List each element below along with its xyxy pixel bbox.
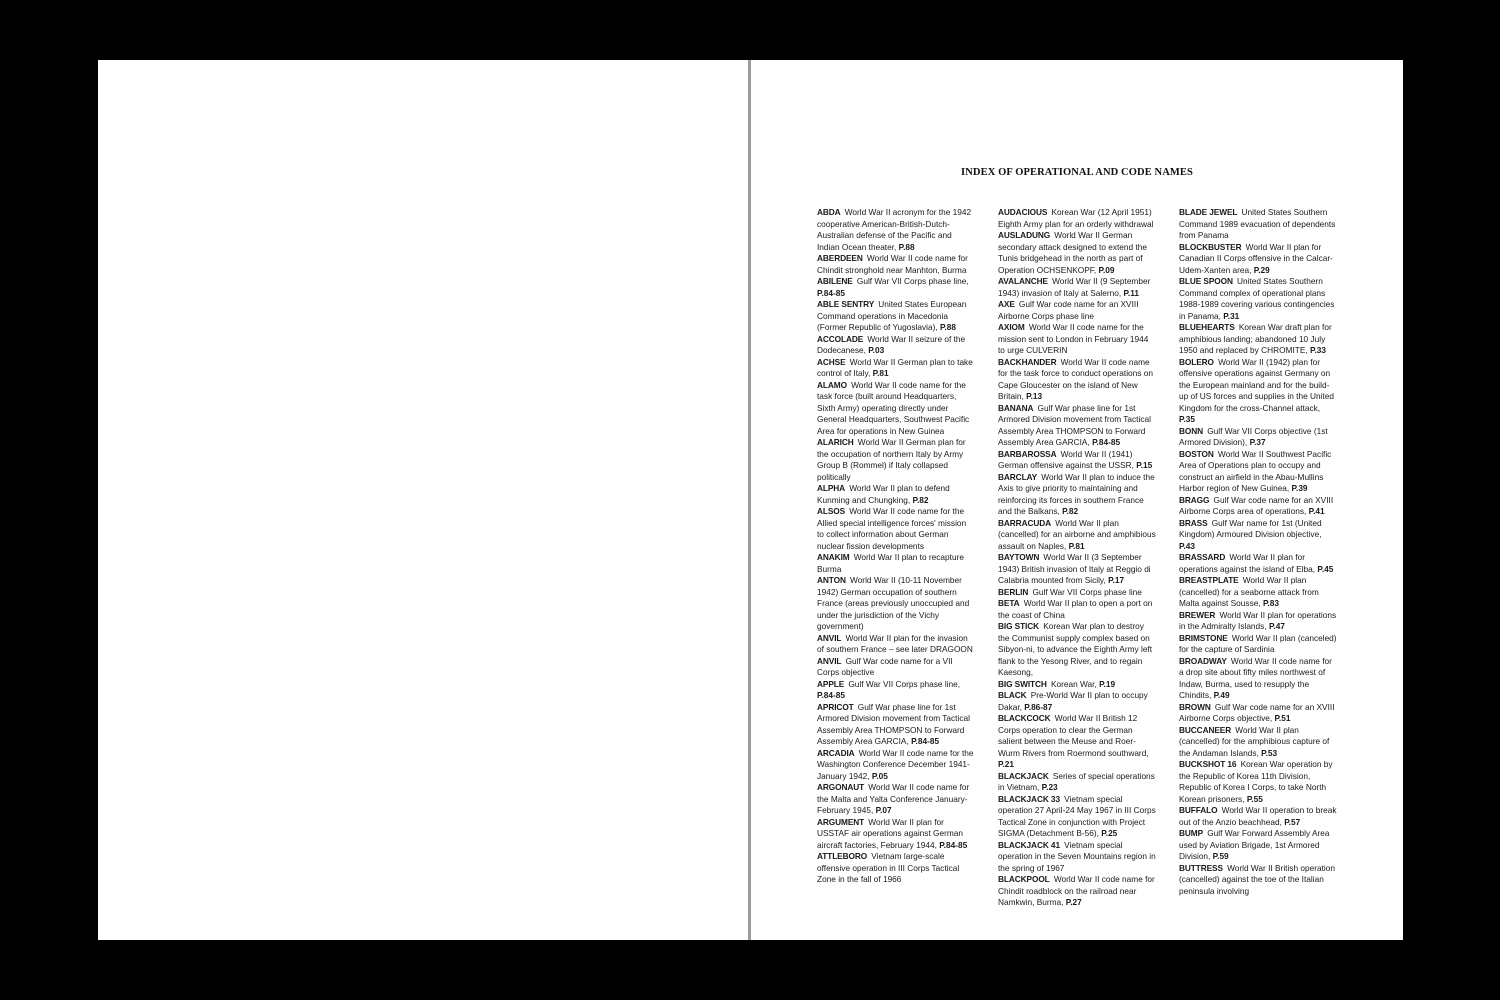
entry-term: AUSLADUNG [998, 230, 1051, 240]
entry-term: BLUEHEARTS [1179, 322, 1235, 332]
entry-term: ATTLEBORO [817, 851, 868, 861]
entry-term: APPLE [817, 678, 845, 689]
index-column-2 [998, 207, 1156, 909]
entry-description: World War II code name for the Washington Conference December 1941-January 1942, [817, 747, 974, 781]
entry-description: Gulf War phase line for 1st Armored Division movement from Tactical Assembly Area THOMPSON to Forward Assembly Area GARCIA, [998, 402, 1151, 447]
entry-page-ref: P.88 [939, 322, 956, 332]
entry-description: World War II (9 September 1943) invasion of Italy at Salerno, [998, 276, 1151, 298]
entry-page-ref: P.53 [1261, 747, 1278, 758]
entry-term: BAYTOWN [998, 552, 1040, 562]
index-entry [998, 713, 1156, 771]
index-entry [998, 472, 1156, 518]
entry-description: Gulf War VII Corps objective (1st Armored Division), [1179, 425, 1328, 447]
entry-page-ref: P.83 [1262, 598, 1279, 608]
entry-term: BUCKSHOT 16 [1179, 759, 1237, 769]
entry-description: Vietnam large-scale offensive operation in III Corps Tactical Zone in the fall of 1966 [817, 851, 960, 884]
entry-description: World War II code name for Chindit roadblock on the railroad near Namkwin, Burma, [998, 874, 1155, 907]
index-entry [817, 299, 975, 334]
entry-term: AXIOM [998, 322, 1025, 332]
entry-description: World War II plan for the invasion of southern France – see later DRAGOON [817, 632, 973, 654]
entry-page-ref: P.03 [868, 345, 885, 355]
entry-description: World War II German secondary attack designed to extend the Tunis bridgehead in the north as part of Operation OCHSENKOPF, [998, 230, 1147, 275]
entry-description: World War II plan to defend Kunming and Chungking, [817, 483, 950, 505]
index-entry [998, 357, 1156, 403]
index-entry [1179, 633, 1337, 656]
entry-term: BUFFALO [1179, 805, 1218, 815]
entry-page-ref: P.84-85 [817, 690, 845, 700]
entry-term: BARCLAY [998, 471, 1038, 482]
entry-description: Gulf War VII Corps phase line [1032, 586, 1142, 597]
index-entry [817, 506, 975, 552]
entry-term: BUMP [1179, 828, 1204, 838]
index-entry [998, 874, 1156, 909]
entry-description: Korean War plan to destroy the Communist supply complex based on Sibyon-ni, to advance the Eighth Army left flank to the Yesong River, and to regain Kaesong, [998, 621, 1153, 677]
entry-page-ref: P.84-85 [911, 736, 940, 746]
index-entry [998, 299, 1156, 322]
entry-description: World War II code name for a drop site about fifty miles northwest of Indaw, Burma, used to resupply the Chindits, [1179, 655, 1332, 700]
entry-term: BUTTRESS [1179, 862, 1223, 873]
entry-description: World War II British operation (cancelled) against the toe of the Italian peninsula involving [1179, 862, 1335, 896]
entry-description: World War II plan (canceled) for the capture of Sardinia [1179, 632, 1337, 654]
entry-term: BRASSARD [1179, 552, 1226, 562]
entry-term: BROADWAY [1179, 655, 1227, 666]
entry-page-ref: P.88 [898, 241, 915, 252]
entry-description: World War II plan (cancelled) for a seaborne attack from Malta against Sousse, [1179, 575, 1319, 608]
index-entry [817, 207, 975, 253]
entry-term: ARCADIA [817, 747, 855, 758]
entry-term: ABDA [817, 207, 841, 217]
index-entry [998, 403, 1156, 449]
index-entry [1179, 759, 1337, 805]
entry-page-ref: P.84-85 [1092, 437, 1121, 447]
entry-description: Gulf War code name for a VII Corps objective [817, 655, 953, 677]
entry-description: World War II acronym for the 1942 cooperative American-British-Dutch-Australian defense of the Pacific and Indian Ocean theater, [817, 207, 972, 252]
entry-description: Vietnam special operation 27 April-24 May 1967 in III Corps Tactical Zone in conjunction with Project SIGMA (Detachment B-56), [998, 793, 1156, 838]
entry-page-ref: P.55 [1246, 793, 1263, 804]
entry-page-ref: P.27 [1065, 897, 1082, 907]
index-entry [817, 656, 975, 679]
entry-description: World War II operation to break out of the Anzio beachhead, [1179, 805, 1337, 827]
entry-term: BREASTPLATE [1179, 575, 1239, 585]
index-entry [817, 483, 975, 506]
entry-description: World War II code name for the task force to conduct operations on Cape Gloucester on the island of New Britain, [998, 356, 1153, 401]
entry-description: World War II plan for operations in the Admiralty Islands, [1179, 609, 1337, 631]
entry-term: ACHSE [817, 356, 846, 367]
entry-page-ref: P.09 [1098, 264, 1115, 275]
entry-page-ref: P.43 [1179, 540, 1195, 551]
entry-description: World War II German plan for the occupation of northern Italy by Army Group B (Rommel) if Italy collapsed politically [817, 437, 966, 482]
entry-term: BANANA [998, 402, 1034, 413]
entry-term: AVALANCHE [998, 276, 1048, 286]
entry-description: World War II (10-11 November 1942) German occupation of southern France (areas previously unoccupied and under the jurisdiction of the Vichy government) [817, 575, 970, 631]
entry-page-ref: P.57 [1284, 816, 1301, 827]
entry-description: World War II plan for USSTAF air operations against German aircraft factories, February 1944, [817, 816, 964, 850]
index-entry [817, 357, 975, 380]
index-column-1 [817, 207, 975, 886]
entry-term: BLACKPOOL [998, 874, 1050, 884]
index-entry [998, 449, 1156, 472]
index-entry [1179, 702, 1337, 725]
index-entry [817, 633, 975, 656]
entry-page-ref: P.07 [875, 805, 892, 815]
entry-description: World War II (1941) German offensive against the USSR, [998, 448, 1134, 470]
index-entry [1179, 575, 1337, 610]
entry-page-ref: P.39 [1291, 483, 1308, 493]
index-entry [817, 748, 975, 783]
entry-description: World War II German plan to take control of Italy, [817, 356, 973, 378]
entry-page-ref: P.23 [1041, 782, 1058, 792]
entry-description: World War II British 12 Corps operation to clear the German salient between the Meuse and Roer-Wurm Rivers from Roermond southward, [998, 713, 1149, 758]
index-entry [817, 334, 975, 357]
entry-term: BETA [998, 598, 1020, 608]
index-entry [998, 771, 1156, 794]
index-entry [998, 552, 1156, 587]
entry-term: ALARICH [817, 437, 854, 447]
index-entry [817, 851, 975, 886]
index-entry [1179, 725, 1337, 760]
entry-page-ref: P.86-87 [1024, 701, 1053, 712]
entry-description: Gulf War code name for an XVIII Airborne Corps area of operations, [1179, 494, 1334, 516]
entry-description: Gulf War VII Corps phase line, [856, 276, 969, 286]
entry-description: Korean War, [1050, 678, 1097, 689]
index-entry [998, 322, 1156, 357]
index-entry [1179, 242, 1337, 277]
entry-term: BLACK [998, 690, 1027, 700]
entry-description: World War II code name for the task force (built around Headquarters, Sixth Army) operating directly under General Headquarters, Southwest Pacific Area for operations in New Guinea [817, 379, 970, 436]
index-entry [817, 380, 975, 438]
entry-description: World War II plan to induce the Axis to give priority to maintaining and reinforcing its forces in southern France and the Balkans, [998, 471, 1155, 516]
index-entry [817, 679, 975, 702]
index-column-3 [1179, 207, 1337, 897]
entry-term: ANTON [817, 575, 846, 585]
index-entry [1179, 276, 1337, 322]
entry-term: BRIMSTONE [1179, 632, 1228, 643]
entry-description: Vietnam special operation in the Seven Mountains region in the spring of 1967 [998, 839, 1156, 873]
entry-term: BACKHANDER [998, 356, 1057, 367]
entry-page-ref: P.84-85 [939, 839, 968, 850]
entry-description: World War II code name for the mission sent to London in February 1944 to urge CULVERIN [998, 322, 1149, 355]
entry-page-ref: P.31 [1223, 310, 1240, 321]
index-entry [817, 817, 975, 852]
entry-term: AUDACIOUS [998, 207, 1048, 217]
entry-term: BARBAROSSA [998, 448, 1057, 459]
entry-page-ref: P.15 [1136, 460, 1153, 470]
entry-page-ref: P.51 [1274, 713, 1291, 723]
index-entry [998, 794, 1156, 840]
entry-description: World War II plan for Canadian II Corps offensive in the Calcar-Udem-Xanten area, [1179, 241, 1333, 275]
entry-term: ACCOLADE [817, 333, 864, 344]
entry-term: BREWER [1179, 609, 1216, 620]
index-entry [1179, 357, 1337, 426]
entry-term: BONN [1179, 425, 1204, 436]
entry-description: World War II code name for the Malta and Yalta Conference January-February 1945, [817, 782, 970, 815]
entry-term: ALAMO [817, 379, 847, 390]
entry-term: BIG SWITCH [998, 678, 1047, 689]
index-entry [1179, 863, 1337, 898]
entry-description: Korean War draft plan for amphibious landing; abandoned 10 July 1950 and replaced by CHROMITE, [1179, 322, 1332, 355]
entry-term: BRASS [1179, 517, 1208, 528]
entry-page-ref: P.41 [1308, 506, 1325, 516]
entry-description: Korean War operation by the Republic of Korea 11th Division, Republic of Korea I Corps, to take North Korean prisoners, [1179, 759, 1333, 804]
entry-description: World War II Southwest Pacific Area of Operations plan to occupy and construct an airfield in the Abau-Mullins Harbor region of New Guinea, [1179, 448, 1332, 493]
entry-description: World War II plan (cancelled) for the amphibious capture of the Andaman Islands, [1179, 724, 1330, 758]
right-page [751, 60, 1403, 940]
entry-page-ref: P.11 [1123, 287, 1140, 298]
page-title: INDEX OF OPERATIONAL AND CODE NAMES [961, 167, 1193, 178]
entry-term: ABERDEEN [817, 253, 863, 263]
entry-term: BIG STICK [998, 621, 1040, 631]
index-entry [817, 782, 975, 817]
index-entry [817, 276, 975, 299]
index-entry [817, 702, 975, 748]
entry-description: World War II plan for operations against the island of Elba, [1179, 552, 1316, 574]
entry-term: BERLIN [998, 586, 1029, 597]
entry-description: World War II code name for the Allied special intelligence forces' mission to collect information about German nuclear fission developments [817, 506, 967, 551]
entry-page-ref: P.84-85 [817, 287, 845, 298]
entry-description: Korean War (12 April 1951) Eighth Army plan for an orderly withdrawal [998, 207, 1154, 229]
entry-page-ref: P.21 [998, 759, 1014, 769]
entry-term: BOSTON [1179, 448, 1214, 459]
index-entry [1179, 449, 1337, 495]
entry-description: World War II plan (cancelled) for an airborne and amphibious assault on Naples, [998, 517, 1156, 551]
entry-term: ARGONAUT [817, 782, 865, 792]
entry-page-ref: P.17 [1108, 575, 1125, 585]
entry-page-ref: P.82 [1062, 506, 1079, 516]
entry-term: BLACKCOCK [998, 713, 1051, 723]
entry-term: BROWN [1179, 701, 1211, 712]
entry-term: ARGUMENT [817, 816, 865, 827]
index-entry [1179, 518, 1337, 553]
entry-page-ref: P.45 [1317, 563, 1334, 574]
index-entry [1179, 426, 1337, 449]
entry-description: Series of special operations in Vietnam, [998, 770, 1155, 792]
entry-term: ALPHA [817, 483, 846, 493]
left-page-blank [98, 60, 748, 940]
entry-term: BLOCKBUSTER [1179, 241, 1242, 252]
entry-page-ref: P.05 [871, 770, 888, 781]
index-entry [1179, 552, 1337, 575]
entry-description: Gulf War VII Corps phase line, [848, 678, 961, 689]
index-entry [998, 587, 1156, 599]
entry-page-ref: P.13 [1026, 391, 1043, 401]
entry-description: World War II (1942) plan for offensive operations against Germany on the European mainland and for the build-up of US forces and supplies in the United Kingdom for the cross-Channel attack, [1179, 356, 1334, 413]
entry-term: ABLE SENTRY [817, 299, 875, 309]
entry-page-ref: P.37 [1249, 437, 1266, 447]
entry-description: Gulf War Forward Assembly Area used by Aviation Brigade, 1st Armored Division, [1179, 828, 1330, 861]
index-entry [1179, 805, 1337, 828]
index-entry [1179, 610, 1337, 633]
entry-page-ref: P.47 [1268, 621, 1285, 631]
index-entry [998, 207, 1156, 230]
index-entry [1179, 495, 1337, 518]
entry-description: World War II (3 September 1943) British invasion of Italy at Reggio di Calabria mounted from Sicily, [998, 552, 1151, 585]
entry-term: BLACKJACK [998, 770, 1049, 781]
entry-page-ref: P.81 [1068, 540, 1085, 551]
entry-term: BLACKJACK 41 [998, 839, 1060, 850]
entry-page-ref: P.25 [1101, 828, 1118, 838]
entry-page-ref: P.49 [1213, 690, 1230, 700]
entry-term: BLUE SPOON [1179, 276, 1233, 286]
entry-description: Gulf War code name for an XVIII Airborne Corps phase line [998, 299, 1139, 321]
index-entry [817, 437, 975, 483]
entry-page-ref: P.82 [912, 494, 929, 505]
entry-term: AXE [998, 299, 1015, 309]
entry-page-ref: P.29 [1253, 264, 1270, 275]
entry-term: ANVIL [817, 632, 842, 643]
entry-term: APRICOT [817, 701, 854, 712]
entry-page-ref: P.35 [1179, 414, 1195, 424]
entry-description: Pre-World War II plan to occupy Dakar, [998, 690, 1148, 712]
entry-term: ANAKIM [817, 552, 850, 562]
entry-term: ALSOS [817, 506, 846, 516]
entry-term: BRAGG [1179, 494, 1210, 505]
entry-description: United States Southern Command 1989 evacuation of dependents from Panama [1179, 207, 1336, 240]
entry-page-ref: P.59 [1212, 851, 1229, 861]
entry-description: Gulf War name for 1st (United Kingdom) Armoured Division objective, [1179, 517, 1322, 539]
entry-term: BOLERO [1179, 356, 1214, 367]
index-entry [998, 598, 1156, 621]
index-entry [998, 679, 1156, 691]
entry-description: United States European Command operations in Macedonia (Former Republic of Yugoslavia), [817, 299, 967, 332]
entry-description: World War II code name for Chindit stronghold near Manhton, Burma [817, 253, 968, 275]
index-entry [998, 840, 1156, 875]
index-entry [1179, 322, 1337, 357]
entry-page-ref: P.33 [1309, 345, 1326, 355]
index-entry [817, 575, 975, 633]
index-entry [817, 552, 975, 575]
entry-description: World War II seizure of the Dodecanese, [817, 333, 966, 355]
entry-description: World War II plan to open a port on the coast of China [998, 598, 1153, 620]
entry-page-ref: P.81 [872, 368, 889, 378]
index-entry [998, 621, 1156, 679]
entry-term: ANVIL [817, 655, 842, 666]
entry-description: Gulf War phase line for 1st Armored Division movement from Tactical Assembly Area THOMPSON to Forward Assembly Area GARCIA, [817, 701, 970, 746]
entry-term: BUCCANEER [1179, 724, 1232, 735]
entry-description: United States Southern Command complex of operational plans 1988-1989 covering various contingencies in Panama, [1179, 276, 1335, 321]
index-entry [817, 253, 975, 276]
index-entry [998, 230, 1156, 276]
index-entry [1179, 656, 1337, 702]
entry-term: ABILENE [817, 276, 853, 286]
index-entry [1179, 828, 1337, 863]
entry-description: Gulf War code name for an XVIII Airborne Corps objective, [1179, 701, 1335, 723]
entry-description: World War II plan to recapture Burma [817, 552, 964, 574]
entry-page-ref: P.19 [1099, 678, 1116, 689]
entry-term: BARRACUDA [998, 517, 1052, 528]
entry-term: BLADE JEWEL [1179, 207, 1238, 217]
index-entry [998, 276, 1156, 299]
index-entry [1179, 207, 1337, 242]
index-entry [998, 518, 1156, 553]
entry-term: BLACKJACK 33 [998, 793, 1060, 804]
index-entry [998, 690, 1156, 713]
